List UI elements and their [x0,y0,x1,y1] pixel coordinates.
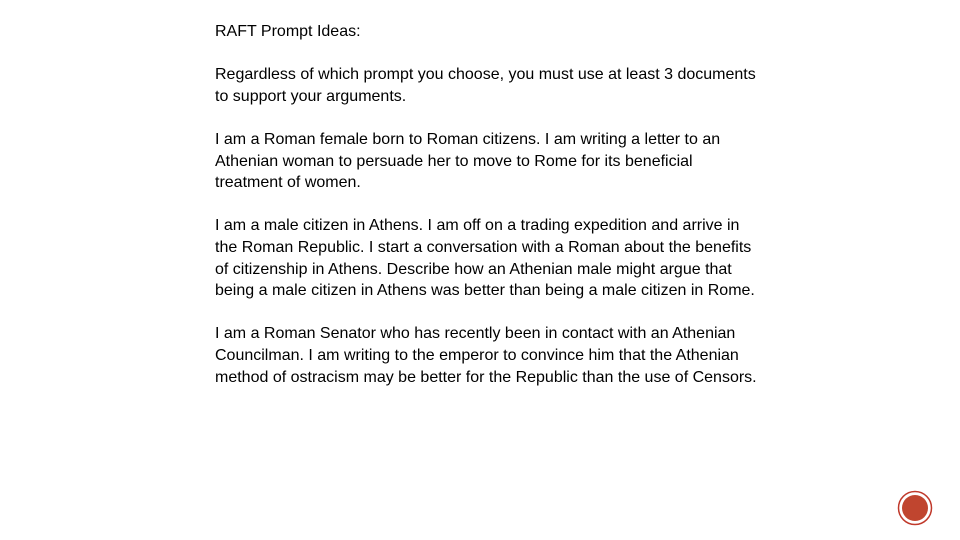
paragraph-prompt-roman-senator: I am a Roman Senator who has recently been in contact with an Athenian Councilman. I am writing to the emperor to convince him that the Athenian method of ostracism may be better for the Republic than the use of Censors. [215,325,757,386]
paragraph-instructions: Regardless of which prompt you choose, you must use at least 3 documents to support your arguments. [215,66,756,105]
slide-text-body [215,21,760,388]
slide-heading: RAFT Prompt Ideas: [215,23,361,40]
slide-number-circle-icon [897,490,933,526]
paragraph-prompt-roman-female: I am a Roman female born to Roman citizens. I am writing a letter to an Athenian woman to persuade her to move to Rome for its beneficial treatment of women. [215,130,721,192]
paragraph-prompt-athenian-male: I am a male citizen in Athens. I am off on a trading expedition and arrive in the Roman Republic. I start a conversation with a Roman about the benefits of citizenship in Athens. Describe how an Athenian male might argue that being a male citizen in Athens was better than being a male citizen in Rome. [215,217,755,300]
